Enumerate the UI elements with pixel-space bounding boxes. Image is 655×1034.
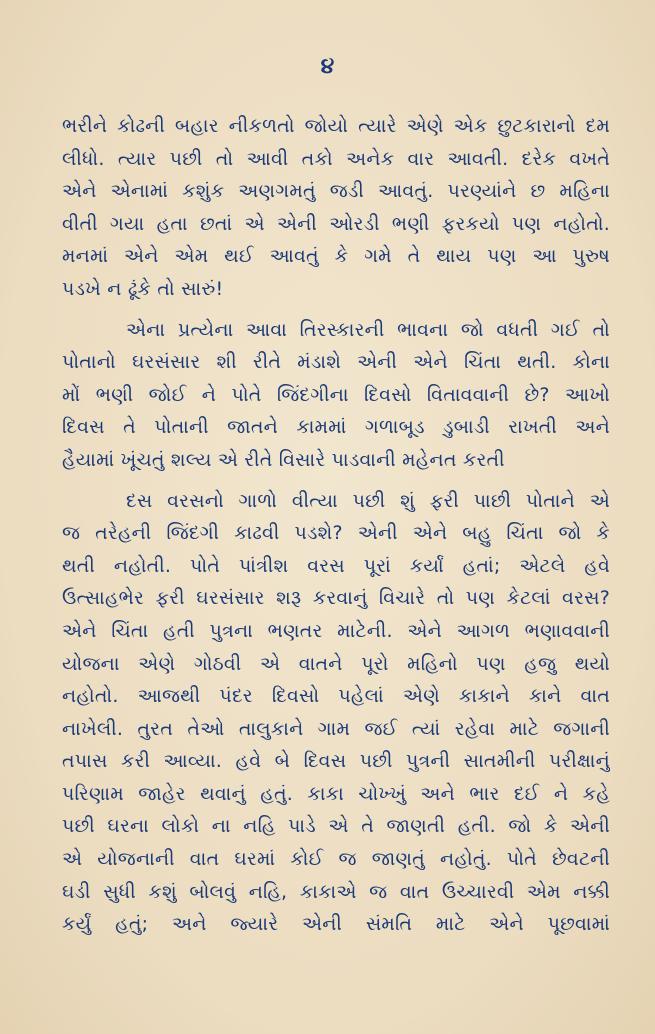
paragraph-3 — [62, 485, 610, 941]
text-line: પરિણામ જાહેર થવાનું હતું. કાકા ચોખ્ખું અને ભાર દઈ ને કહે — [62, 782, 610, 805]
text-line: થતી નહોતી. પોતે પાંત્રીશ વરસ પૂરાં કર્યાં હતાં; એટલે હવે — [62, 554, 610, 577]
text-line: લીધો. ત્યાર પછી તો આવી તકો અનેક વાર આવતી. દરેક વખતે — [62, 147, 610, 170]
text-line: પડખે ન ઢૂંકે તો સારું! — [62, 277, 224, 300]
text-line: એને એનામાં કશુંક અણગમતું જડી આવતું. પરણ્યાંને છ મહિના — [62, 180, 610, 203]
text-line: તપાસ કરી આવ્યા. હવે બે દિવસ પછી પુત્રની સાતમીની પરીક્ષાનું — [62, 750, 610, 773]
text-line: એના પ્રત્યેના આવા તિરસ્કારની ભાવના જો વધતી ગઈ તો — [126, 318, 610, 341]
text-line: ભરીને કોઢની બહાર નીકળતો જોયો ત્યારે એણે એક છુટકારાનો દમ — [62, 115, 610, 137]
text-line: પોતાનો ઘરસંસાર શી રીતે મંડાશે એની એને ચિંતા થતી. કોના — [62, 351, 610, 374]
text-line: જ તરેહની જિંદગી કાઢવી પડશે? એની એને બહુ ચિંતા જો કે — [62, 522, 610, 545]
text-line: નાખેલી. તુરત તેઓ તાલુકાને ગામ જઈ ત્યાં રહેવા માટે જગાની — [62, 717, 610, 740]
text-line: મોં ભણી જોઈ ને પોતે જિંદગીના દિવસો વિતાવવાની છે? આખો — [62, 383, 610, 406]
text-line: ઉત્સાહભેર ફરી ઘરસંસાર શરૂ કરવાનું વિચારે તો પણ કેટલાં વરસ? — [62, 587, 610, 610]
text-line: પછી ઘરના લોકો ના નહિ પાડે એ તે જાણતી હતી. જો કે એની — [62, 815, 610, 838]
text-line: વીતી ગયા હતા છતાં એ એની ઓરડી ભણી ફરકયો પણ નહોતો. — [62, 212, 610, 235]
text-line: ઘડી સુધી કશું બોલવું નહિ, કાકાએ જ વાત ઉચ્ચારવી એમ નક્કી — [62, 880, 610, 903]
body-text — [62, 110, 610, 941]
text-line: દિવસ તે પોતાની જાતને કામમાં ગળાબૂડ ડુબાડી રાખતી અને — [62, 416, 610, 439]
paragraph-2 — [62, 314, 610, 477]
text-line: યોજના એણે ગોઠવી એ વાતને પૂરો મહિનો પણ હજુ થયો — [62, 652, 610, 675]
text-line: એને ચિંતા હતી પુત્રના ભણતર માટેની. એને આગળ ભણાવવાની — [62, 619, 610, 642]
text-line: નહોતો. આજથી પંદર દિવસો પહેલાં એણે કાકાને કાને વાત — [62, 685, 610, 708]
text-line: મનમાં એને એમ થઈ આવતું કે ગમે તે થાય પણ આ પુરુષ — [62, 245, 610, 268]
page-number: ૪ — [320, 54, 335, 79]
paragraph-1 — [62, 110, 610, 306]
text-line: દસ વરસનો ગાળો વીત્યા પછી શું ફરી પાછી પોતાને એ — [126, 489, 610, 512]
text-line: હૈયામાં ખૂંચતું શલ્ય એ રીતે વિસારે પાડવાની મહેનત કરતી — [62, 448, 505, 471]
text-line: કર્યું હતું; અને જ્યારે એની સંમતિ માટે એને પૂછવામાં — [62, 913, 610, 936]
text-line: એ યોજનાની વાત ઘરમાં કોઈ જ જાણતું નહોતું. પોતે છેવટની — [62, 848, 610, 871]
